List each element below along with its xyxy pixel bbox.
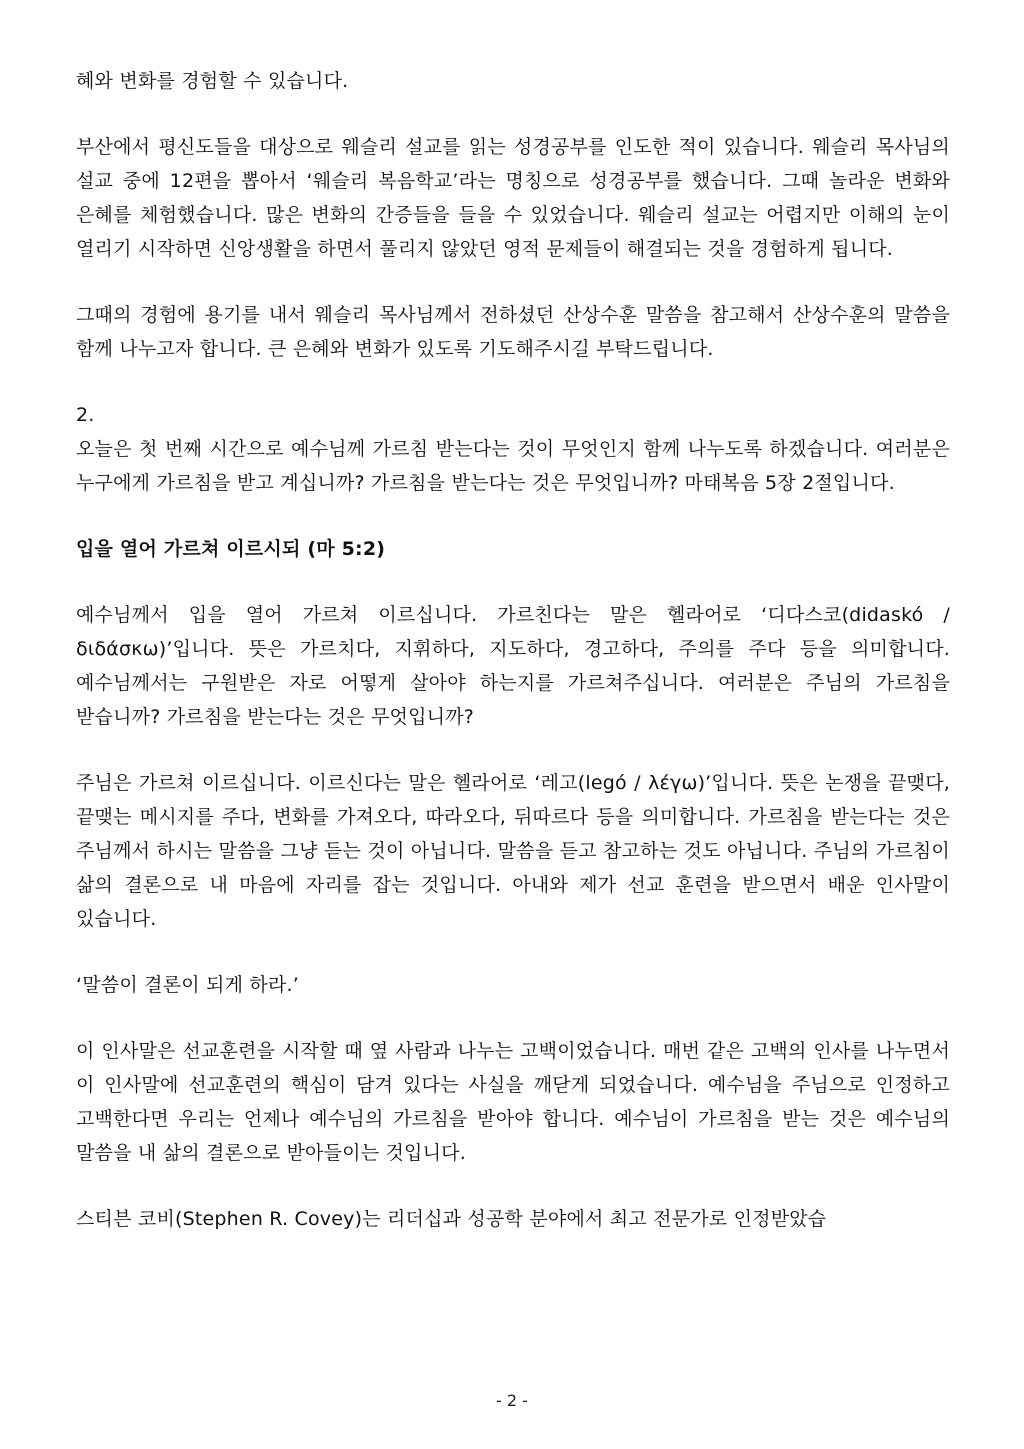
- document-body: [76, 64, 950, 1236]
- paragraph-stephen-covey: 스티븐 코비(Stephen R. Covey)는 리더십과 성공학 분야에서 최고 전문가로 인정받았습: [76, 1208, 827, 1230]
- paragraph-gap: [76, 98, 950, 130]
- scripture-heading: 입을 열어 가르쳐 이르시되 (마 5:2): [76, 538, 386, 560]
- paragraph-gap: [76, 1002, 950, 1034]
- paragraph-gap: [76, 734, 950, 766]
- paragraph-gap: [76, 500, 950, 532]
- paragraph-intro-continuation: 혜와 변화를 경험할 수 있습니다.: [76, 70, 349, 92]
- paragraph-first-session: 오늘은 첫 번째 시간으로 예수님께 가르침 받는다는 것이 무엇인지 함께 나누도록 하겠습니다. 여러분은 누구에게 가르침을 받고 계십니까? 가르침을 받는다는 것은 무엇입니까? 마태복음 5장 2절입니다.: [76, 438, 950, 494]
- paragraph-busan-study: 부산에서 평신도들을 대상으로 웨슬리 설교를 읽는 성경공부를 인도한 적이 있습니다. 웨슬리 목사님의 설교 중에 12편을 뽑아서 ‘웨슬리 복음학교’라는 명칭으로 성경공부를 했습니다. 그때 놀라운 변화와 은혜를 체험했습니다. 많은 변화의 간증들을 들을 수 있었습니다. 웨슬리 설교는 어렵지만 이해의 눈이 열리기 시작하면 신앙생활을 하면서 풀리지 않았던 영적 문제들이 해결되는 것을 경험하게 됩니다.: [76, 136, 950, 260]
- quote-greeting: ‘말씀이 결론이 되게 하라.’: [76, 974, 299, 996]
- paragraph-gap: [76, 266, 950, 298]
- paragraph-sermon-on-mount: 그때의 경험에 용기를 내서 웨슬리 목사님께서 전하셨던 산상수훈 말씀을 참고해서 산상수훈의 말씀을 함께 나누고자 합니다. 큰 은혜와 변화가 있도록 기도해주시길 부탁드립니다.: [76, 304, 950, 360]
- paragraph-greeting-confession: 이 인사말은 선교훈련을 시작할 때 옆 사람과 나누는 고백이었습니다. 매번 같은 고백의 인사를 나누면서 이 인사말에 선교훈련의 핵심이 담겨 있다는 사실을 깨닫게 되었습니다. 예수님을 주님으로 인정하고 고백한다면 우리는 언제나 예수님의 가르침을 받아야 합니다. 예수님이 가르침을 받는 것은 예수님의 말씀을 내 삶의 결론으로 받아들이는 것입니다.: [76, 1040, 950, 1164]
- page-number: - 2 -: [496, 1391, 528, 1410]
- section-number: 2.: [76, 404, 95, 426]
- paragraph-gap: [76, 1170, 950, 1202]
- paragraph-gap: [76, 366, 950, 398]
- paragraph-lego: 주님은 가르쳐 이르십니다. 이르신다는 말은 헬라어로 ‘레고(legó / λέγω)’입니다. 뜻은 논쟁을 끝맺다, 끝맺는 메시지를 주다, 변화를 가져오다, 따라오다, 뒤따르다 등을 의미합니다. 가르침을 받는다는 것은 주님께서 하시는 말씀을 그냥 듣는 것이 아닙니다. 말씀을 듣고 참고하는 것도 아닙니다. 주님의 가르침이 삶의 결론으로 내 마음에 자리를 잡는 것입니다. 아내와 제가 선교 훈련을 받으면서 배운 인사말이 있습니다.: [76, 772, 950, 930]
- paragraph-didasko: 예수님께서 입을 열어 가르쳐 이르십니다. 가르친다는 말은 헬라어로 ‘디다스코(didaskó / διδάσκω)’입니다. 뜻은 가르치다, 지휘하다, 지도하다, 경고하다, 주의를 주다 등을 의미합니다. 예수님께서는 구원받은 자로 어떻게 살아야 하는지를 가르쳐주십니다. 여러분은 주님의 가르침을 받습니까? 가르침을 받는다는 것은 무엇입니까?: [76, 604, 950, 728]
- paragraph-gap: [76, 566, 950, 598]
- paragraph-gap: [76, 936, 950, 968]
